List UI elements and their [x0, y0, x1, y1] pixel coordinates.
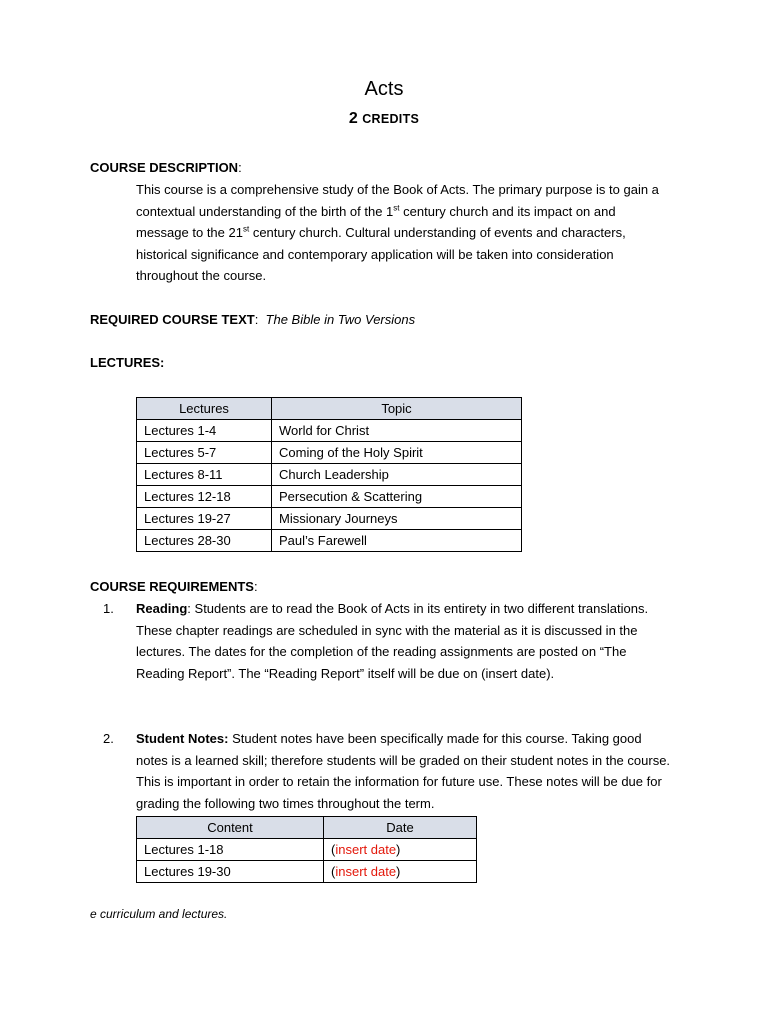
lecture-topic: World for Christ [272, 420, 522, 442]
notes-content: Lectures 19-30 [137, 861, 324, 883]
date-col-header: Date [324, 817, 477, 839]
course-requirements-heading: COURSE REQUIREMENTS: [90, 579, 258, 594]
description-sup-1: st [393, 203, 400, 213]
footer-fragment: e curriculum and lectures. [90, 907, 228, 921]
lecture-topic: Coming of the Holy Spirit [272, 442, 522, 464]
course-description-heading: COURSE DESCRIPTION: [90, 160, 242, 175]
lecture-topic: Persecution & Scattering [272, 486, 522, 508]
course-description-label: COURSE DESCRIPTION [90, 160, 239, 175]
credits-word: CREDITS [362, 112, 420, 126]
notes-due-table [136, 816, 477, 883]
lectures-table [136, 397, 522, 552]
required-text-label: REQUIRED COURSE TEXT [90, 312, 255, 327]
notes-date [324, 861, 477, 883]
credits-subtitle [0, 108, 768, 130]
requirement-number: 2. [103, 731, 114, 746]
requirement-title: Student Notes: [136, 731, 229, 746]
requirement-student-notes [136, 728, 671, 814]
required-text-line: REQUIRED COURSE TEXT: The Bible in Two Versions [90, 312, 416, 327]
course-description-text [136, 179, 671, 287]
requirement-text: Student notes have been specifically made for this course. Taking good notes is a learned skill; therefore students will be graded on their student notes in the course. This is important in order to retain the information for future use. These notes will be due for grading the following two times throughout the term. [136, 731, 671, 811]
table-row [137, 530, 522, 552]
insert-date-placeholder: insert date [335, 864, 397, 879]
paren-open: ( [331, 864, 336, 879]
content-col-header: Content [137, 817, 324, 839]
lecture-range: Lectures 5-7 [137, 442, 272, 464]
paren-open: ( [331, 842, 336, 857]
topic-col-header: Topic [272, 398, 522, 420]
paren-close: ) [396, 864, 401, 879]
description-sup-2: st [242, 224, 250, 234]
lecture-range: Lectures 28-30 [137, 530, 272, 552]
lecture-range: Lectures 1-4 [137, 420, 272, 442]
requirement-reading [136, 598, 671, 684]
credits-number: 2 [348, 110, 358, 127]
description-part-1: This course is a comprehensive study of the Book of Acts. The primary purpose is to gain a contextual understanding of the birth of the 1 [136, 182, 659, 219]
lectures-heading: LECTURES: [90, 355, 165, 370]
table-row [137, 508, 522, 530]
insert-date-placeholder: insert date [335, 842, 397, 857]
requirement-number: 1. [103, 601, 114, 616]
required-text-value: The Bible in Two Versions [265, 312, 416, 327]
lecture-topic: Missionary Journeys [272, 508, 522, 530]
notes-content: Lectures 1-18 [137, 839, 324, 861]
lectures-table-header [137, 398, 522, 420]
notes-date [324, 839, 477, 861]
notes-table-header [137, 817, 477, 839]
table-row [137, 420, 522, 442]
lecture-topic: Paul’s Farewell [272, 530, 522, 552]
lecture-topic: Church Leadership [272, 464, 522, 486]
lecture-range: Lectures 19-27 [137, 508, 272, 530]
table-row [137, 839, 477, 861]
description-part-3: century church. Cultural understanding of events and characters, historical significance and contemporary application will be taken into consideration throughout the course. [136, 225, 626, 283]
table-row [137, 486, 522, 508]
lecture-range: Lectures 12-18 [137, 486, 272, 508]
table-row [137, 861, 477, 883]
paren-close: ) [396, 842, 401, 857]
table-row [137, 442, 522, 464]
table-row [137, 464, 522, 486]
requirement-title: Reading [136, 601, 188, 616]
lectures-col-header: Lectures [137, 398, 272, 420]
description-part-2: century church and its impact on and message to the 21 [136, 203, 616, 240]
page-title: Acts [364, 78, 404, 100]
course-requirements-label: COURSE REQUIREMENTS [90, 579, 254, 594]
lecture-range: Lectures 8-11 [137, 464, 272, 486]
requirement-text: : Students are to read the Book of Acts in its entirety in two different translations. These chapter readings are scheduled in sync with the material as it is discussed in the lectures. The dates for the completion of the reading assignments are posted on “The Reading Report”. The “Reading Report” itself will be due on (insert date). [136, 601, 649, 681]
